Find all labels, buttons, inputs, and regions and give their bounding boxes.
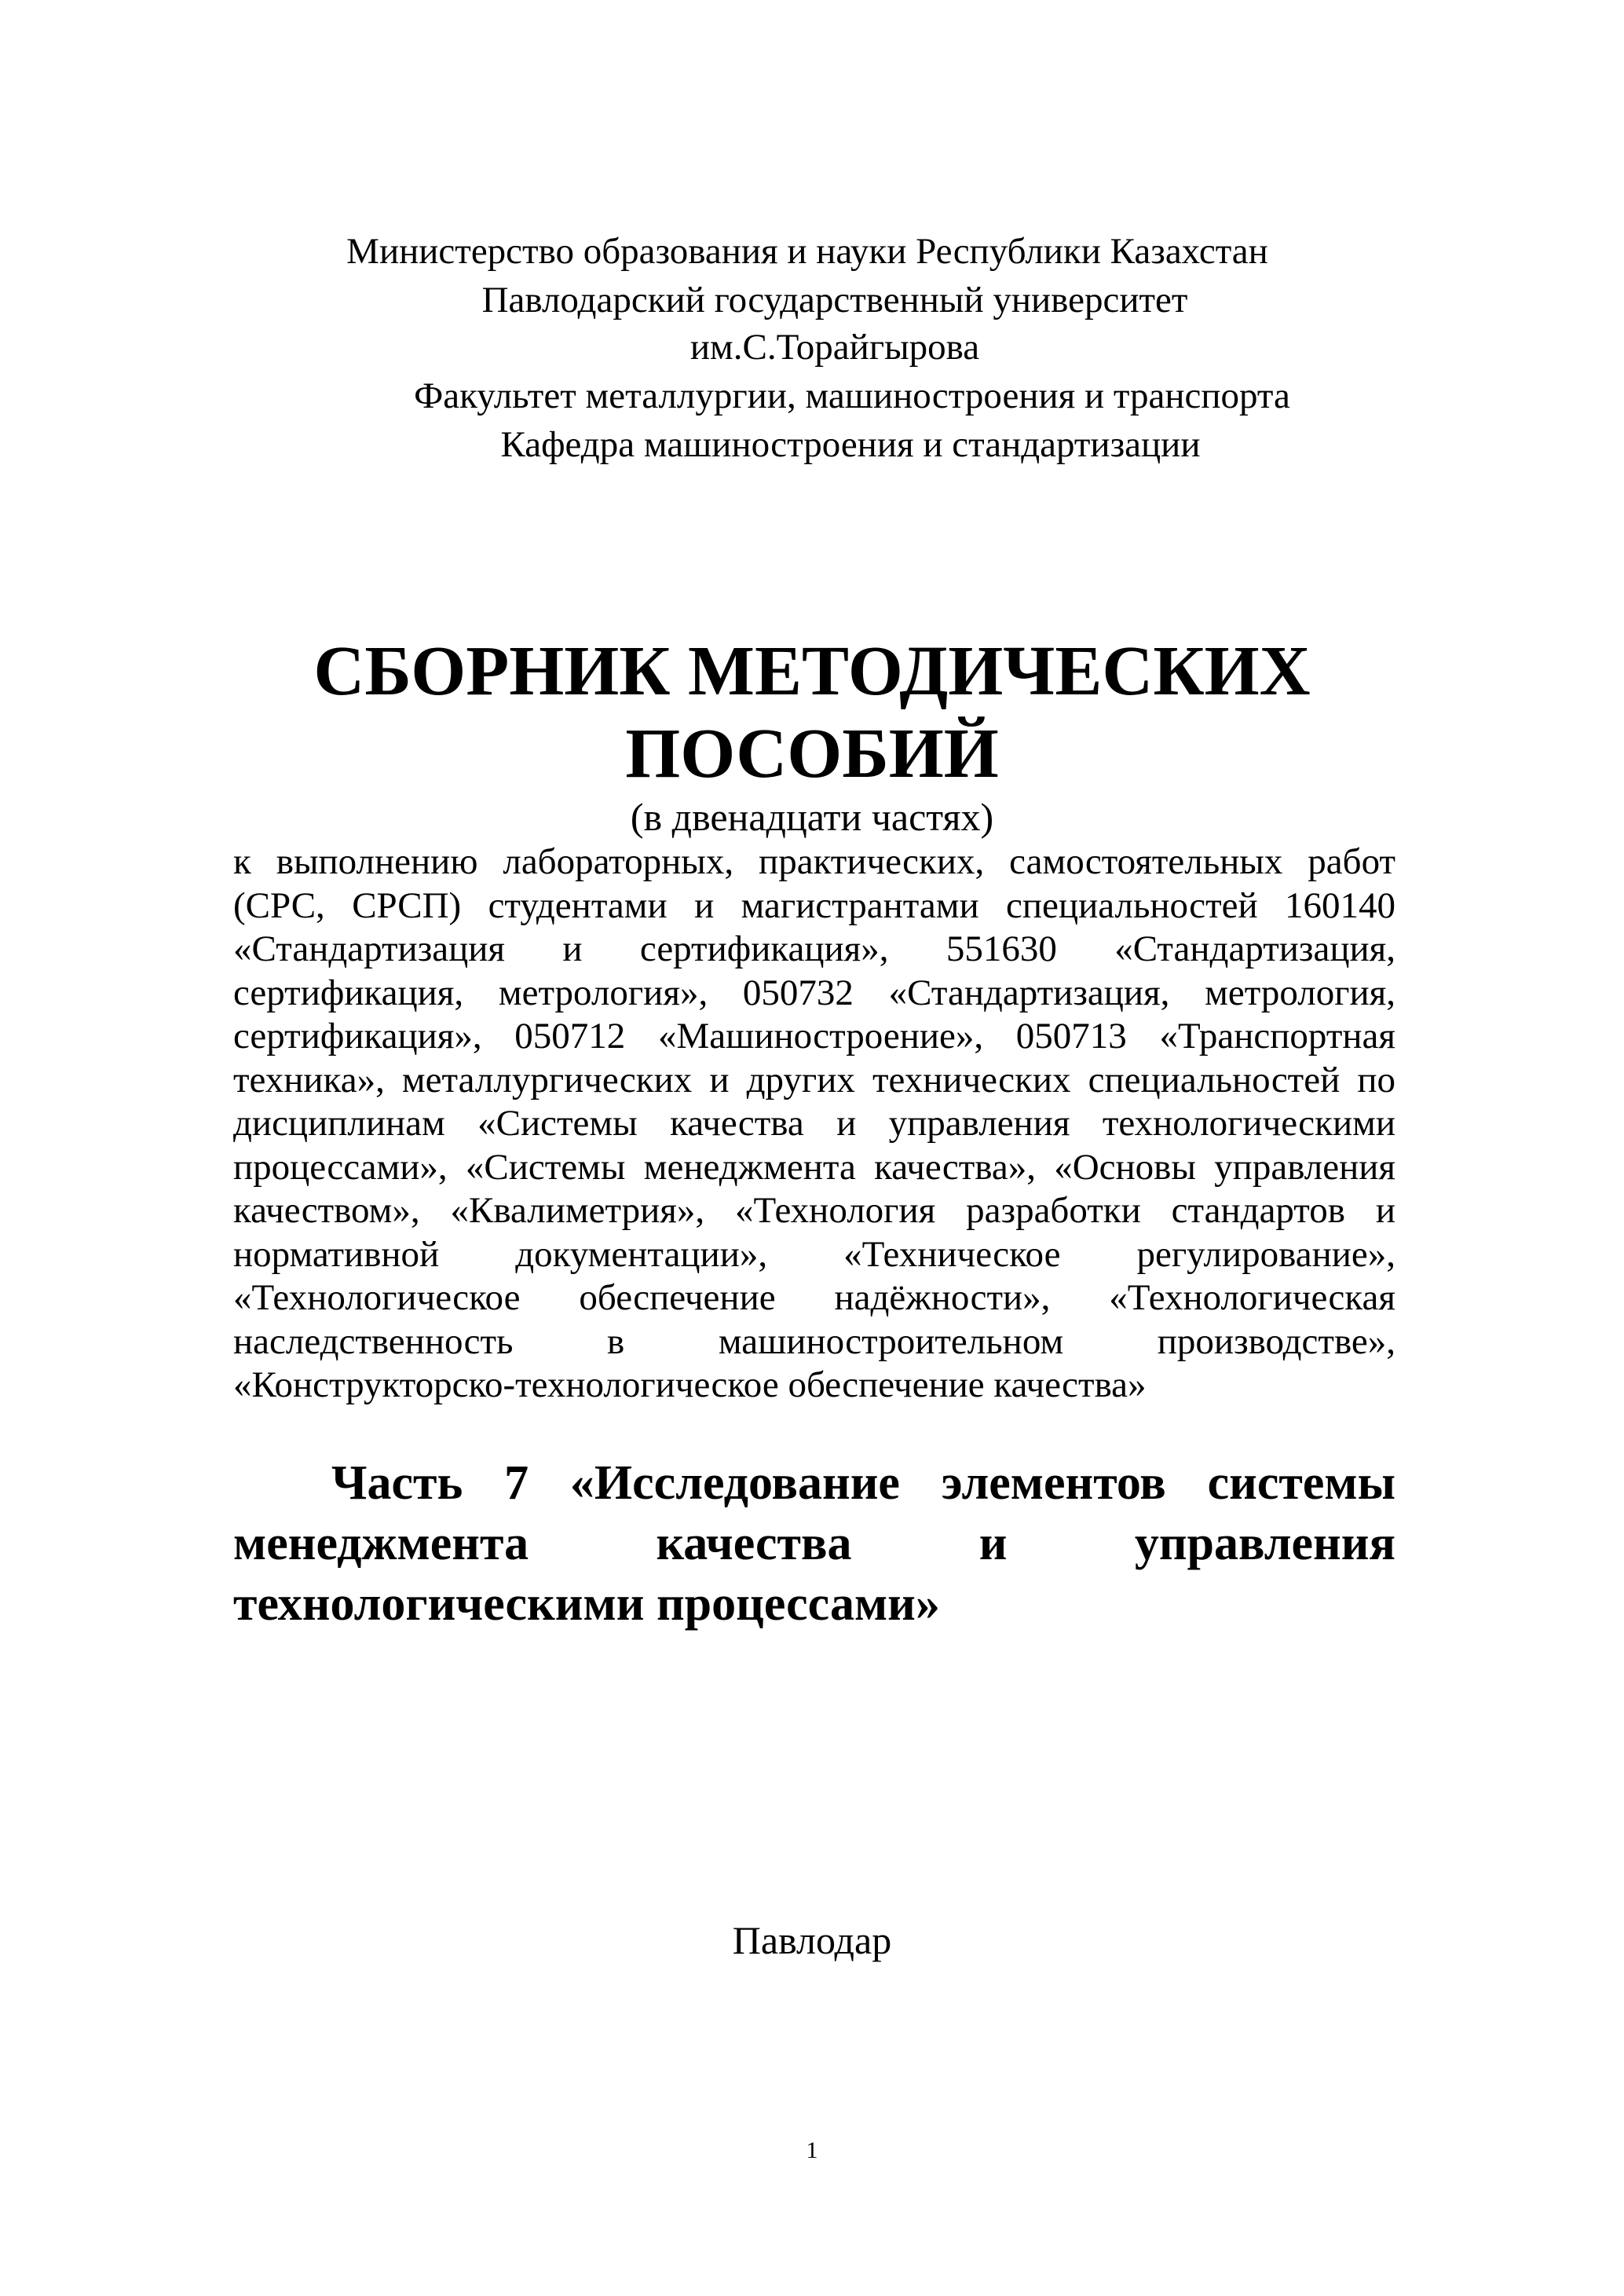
part-title: Часть 7 «Исследование элементов системы менеджмента качества и управления технологическими процессами» — [233, 1456, 1395, 1631]
main-title-line-2: ПОСОБИЙ — [625, 715, 999, 793]
department-line: Кафедра машиностроения и стандартизации — [500, 424, 1201, 465]
ministry-line: Министерство образования и науки Республики Казахстан — [346, 231, 1268, 272]
page-number: 1 — [806, 2137, 818, 2163]
subtitle: (в двенадцати частях) — [630, 795, 994, 839]
university-line: Павлодарский государственный университет — [481, 280, 1188, 320]
university-name-line: им.С.Торайгырова — [689, 327, 980, 368]
faculty-line: Факультет металлургии, машиностроения и транспорта — [414, 375, 1290, 416]
description-paragraph: к выполнению лабораторных, практических, самостоятельных работ (СРС, СРСП) студентами и магистрантами специальностей 160140 «Стандартизация и сертификация», 551630 «Стандартизация, сертификация, метрология», 050732 «Стандартизация, метрология, сертификация», 050712 «Машиностроение», 050713 «Транспортная техника», металлургических и других технических специальностей по дисциплинам «Системы качества и управления технологическими процессами», «Системы менеджмента качества», «Основы управления качеством», «Квалиметрия», «Технология разработки стандартов и нормативной документации», «Техническое регулирование», «Технологическое обеспечение надёжности», «Технологическая наследственность в машиностроительном производстве», «Конструкторско-технологическое обеспечение качества» — [233, 841, 1395, 1405]
city: Павлодар — [732, 1918, 892, 1962]
main-title-line-1: СБОРНИК МЕТОДИЧЕСКИХ — [313, 632, 1311, 710]
